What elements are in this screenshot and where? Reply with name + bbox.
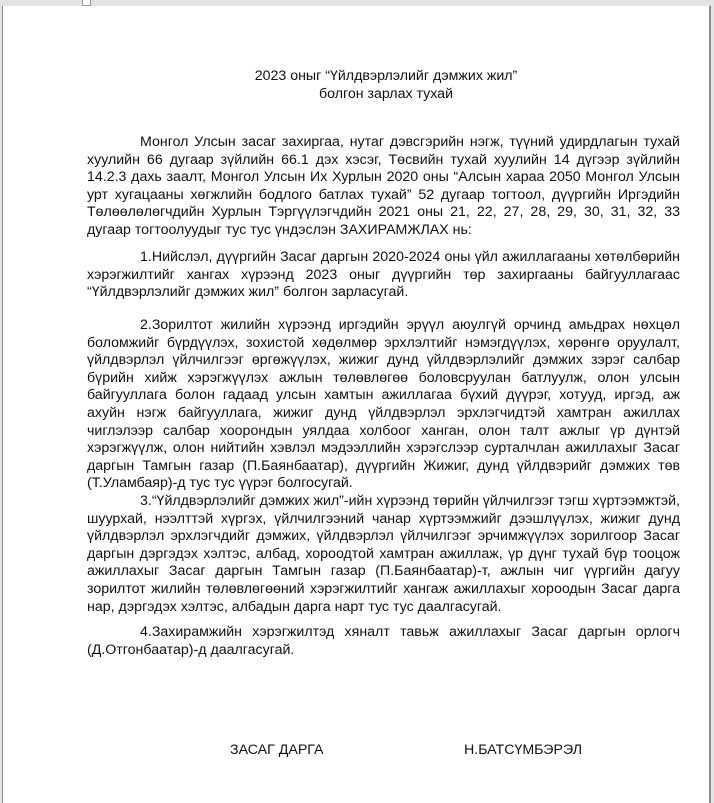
paragraph-item-2: 2.Зорилтот жилийн хүрээнд иргэдийн эрүүл аюулгүй орчинд амьдрах нөхцөл боломжийг бүрдүүлэх, зохистой хөдөлмөр эрхлэлтийг нэмэгдүүлэх, хөрөнгө оруулалт, үйлдвэрлэл үйлчилгээг өргөжүүлэх, жижиг дунд үйлдвэрлэлийг дэмжих зэрэг салбар бүрийн хийж хэрэгжүүлэх ажлын төлөвлөгөө боловсруулан батлуулж, олон улсын байгууллага болон гадаад улсын хамтын ажиллагаа бүхий дүүрэг, хотууд, иргэд, аж ахуйн нэгж байгууллага, жижиг дунд үйлдвэрлэл эрхлэгчидтэй хамтран ажиллах чиглэлээр салбар хоорондын уялдаа холбоог ханган, олон талт ажлыг үр дүнтэй хэрэгжүүлж, олон нийтийн хэвлэл мэдээллийн хэрэгслээр сурталчлан ажиллахыг Засаг даргын Тамгын газар (П.Баянбаатар), дүүргийн Жижиг, дунд үйлдвэрийг дэмжих төв (Т.Уламбаяр)-д тус тус үүрэг болгосугай. <box>87 317 680 492</box>
title-line-2: болгон зарлах тухай <box>318 85 454 102</box>
paragraph-item-4: 4.Захирамжийн хэрэгжилтэд хяналт тавьж ажиллахыг Засаг даргын орлогч (Д.Отгонбаатар)-д даалгасугай. <box>87 624 680 658</box>
document-page <box>2 6 711 803</box>
signature-position: ЗАСАГ ДАРГА <box>230 742 324 758</box>
paragraph-item-3: 3.“Үйлдвэрлэлийг дэмжих жил”-ийн хүрээнд төрийн үйлчилгээг тэгш хүртээмжтэй, шуурхай, нээлттэй хүргэх, үйлчилгээний чанар хүртээмжийг дээшлүүлэх, жижиг дунд үйлдвэрлэл эрхлэгчдийг дэмжих, үйлдвэрлэл үйлчилгээг эрчимжүүлэх зорилгоор Засаг даргын дэргэдэх хэлтэс, албад, хороодтой хамтран ажиллаж, үр дүнг тухай бүр тооцож ажиллахыг Засаг даргын Тамгын газар (П.Баянбаатар)-т, ажлын чиг үүргийн дагуу зорилтот жилийн төлөвлөгөөний хэрэгжилтийг хангаж ажиллахыг хороодын Засаг дарга нар, дэргэдэх хэлтэс, албадын дарга нарт тус тус даалгасугай. <box>87 493 680 615</box>
title-line-1: 2023 оныг “Үйлдвэрлэлийг дэмжих жил” <box>254 68 518 84</box>
paragraph-intro: Монгол Улсын засаг захиргаа, нутаг дэвсгэрийн нэгж, түүний удирдлагын тухай хуулийн 66 дугаар зүйлийн 66.1 дэх хэсэг, Төсвийн тухай хуулийн 14 дүгээр зүйлийн 14.2.3 дахь заалт, Монгол Улсын Их Хурлын 2020 оны “Алсын хараа 2050 Монгол Улсын урт хугацааны хөгжлийн бодлого батлах тухай” 52 дугаар тогтоол, дүүргийн Иргэдийн Төлөөлөлөгчдийн Хурлын Тэргүүлэгчдийн 2021 оны 21, 22, 27, 28, 29, 30, 31, 32, 33 дугаар тогтоолуудыг тус тус үндэслэн ЗАХИРАМЖЛАХ нь: <box>87 134 680 238</box>
document-title <box>87 68 685 103</box>
signature-name: Н.БАТСҮМБЭРЭЛ <box>464 742 583 758</box>
paragraph-item-1: 1.Нийслэл, дүүргийн Засаг даргын 2020-2024 оны үйл ажиллагааны хөтөлбөрийн хэрэгжилтийг хангах хүрээнд 2023 оныг дүүргийн төр захиргааны байгууллагаас “Үйлдвэрлэлийг дэмжих жил” болгон зарласугай. <box>87 249 680 301</box>
